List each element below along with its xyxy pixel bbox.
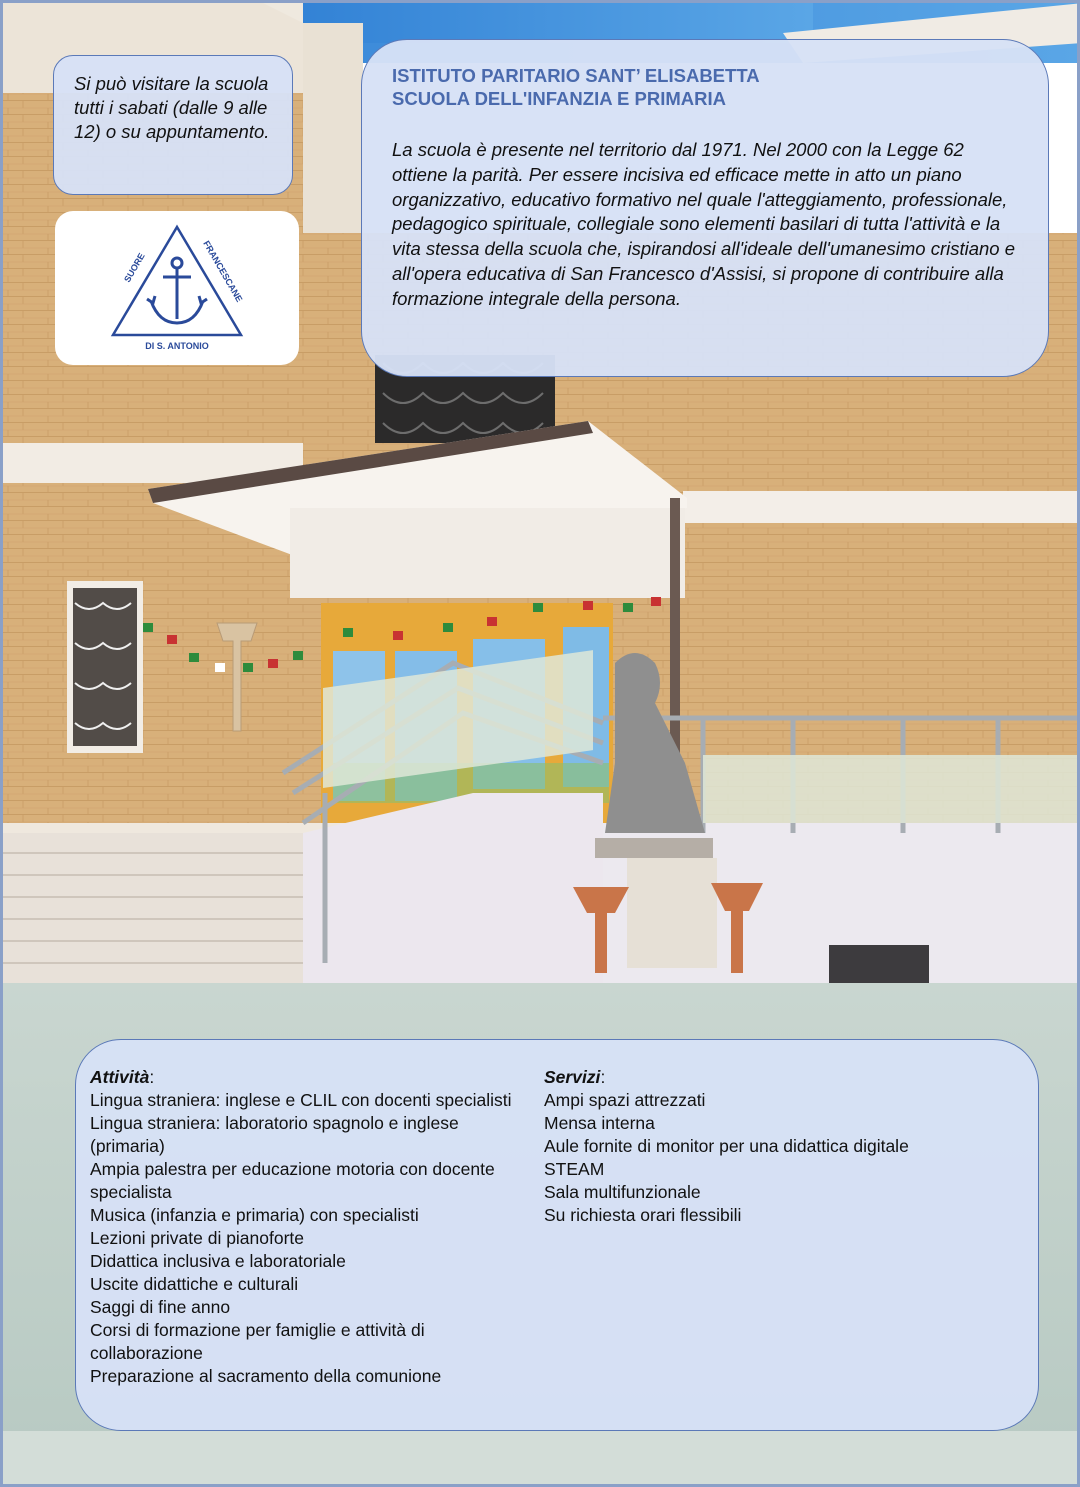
about-paragraph: La scuola è presente nel territorio dal 1971. Nel 2000 con la Legge 62 ottiene la parità. Per essere incisiva ed efficace mette in atto un piano organizzativo, educativo formativo nel quale l'atteggiamento, professionale, pedagogico spirituale, collegiale sono elementi basilari di tutta l'attività e la vita stessa della scuola che, ispirandosi all'ideale dell'umanesimo cristiano e all'opera educativa di San Francesco d'Assisi, si propone di contribuire alla formazione integrale della persona.	[392, 139, 1016, 309]
about-card	[361, 39, 1049, 377]
list-item: Corsi di formazione per famiglie e attività di collaborazione	[90, 1320, 425, 1363]
activities-heading: Attività:	[90, 1067, 155, 1087]
visiting-hours-text: Si può visitare la scuola tutti i sabati (dalle 9 alle 12) o su appuntamento.	[74, 73, 270, 142]
activities-services-card	[75, 1039, 1039, 1431]
activities-list	[90, 1089, 520, 1388]
logo-card	[55, 211, 299, 365]
logo-bottom-text: DI S. ANTONIO	[145, 341, 209, 351]
school-subtitle: SCUOLA DELL'INFANZIA E PRIMARIA	[392, 88, 726, 109]
logo-top-text: SUORE	[122, 251, 147, 284]
list-item: Ampia palestra per educazione motoria con docente specialista	[90, 1159, 495, 1202]
list-item: Mensa interna	[544, 1113, 655, 1133]
institute-title: ISTITUTO PARITARIO SANT’ ELISABETTA	[392, 65, 760, 86]
list-item: Lezioni private di pianoforte	[90, 1228, 305, 1248]
anchor-icon	[147, 258, 207, 323]
logo-right-text: FRANCESCANE	[201, 239, 245, 304]
list-item: Musica (infanzia e primaria) con specialisti	[90, 1205, 419, 1225]
franciscan-logo	[55, 211, 299, 365]
services-column	[544, 1066, 1014, 1227]
visiting-hours-card	[53, 55, 293, 195]
list-item: Sala multifunzionale	[544, 1182, 701, 1202]
list-item: Ampi spazi attrezzati	[544, 1090, 706, 1110]
list-item: Aule fornite di monitor per una didattica digitale	[544, 1136, 909, 1156]
services-list	[544, 1089, 1014, 1227]
list-item: STEAM	[544, 1159, 605, 1179]
list-item: Lingua straniera: inglese e CLIL con docenti specialisti	[90, 1090, 512, 1110]
list-item: Uscite didattiche e culturali	[90, 1274, 299, 1294]
services-heading: Servizi:	[544, 1067, 606, 1087]
list-item: Su richiesta orari flessibili	[544, 1205, 742, 1225]
list-item: Didattica inclusiva e laboratoriale	[90, 1251, 346, 1271]
activities-column	[90, 1066, 520, 1388]
list-item: Preparazione al sacramento della comunione	[90, 1366, 442, 1386]
list-item: Lingua straniera: laboratorio spagnolo e inglese (primaria)	[90, 1113, 459, 1156]
list-item: Saggi di fine anno	[90, 1297, 231, 1317]
